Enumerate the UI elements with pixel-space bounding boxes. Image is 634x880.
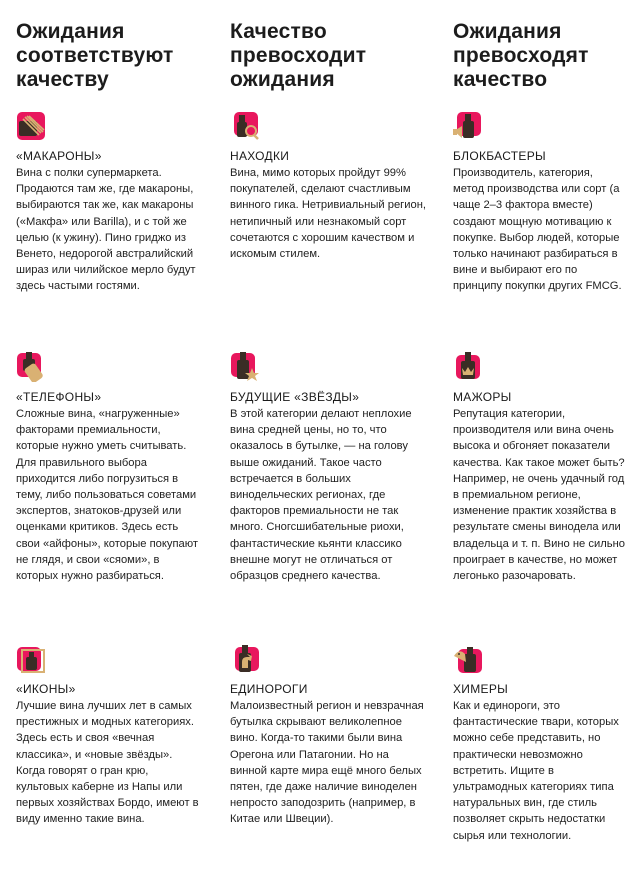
card-text: Как и единороги, это фантастические твари, которых можно себе представить, но практически невозможно встретить. Ищите в ультрамодных категориях типа натуральных вин, где стиль позволяет скрыть недостатки сырья или технологии. xyxy=(453,700,619,842)
column-title-expectations-match: Ожидания соответствуют качеству xyxy=(16,20,174,91)
card-title: БЛОКБАСТЕРЫ xyxy=(453,149,546,163)
card-text: Вина, мимо которых пройдут 99% покупателей, сделают счастливым винного гика. Нетривиальный регион, нетипичный или незнакомый сорт сочетаются с хорошим качеством и искомым стилем. xyxy=(230,167,426,261)
card-text: Репутация категории, производителя или вина очень высока и обгоняет показатели качества. Как такое может быть? Например, не очень удачный год в премиальном регионе, изменение практик хозяйства в результате смены винодела или владельца и т. п. Вино не сильно проиграет в качестве, но может легонько разочаровать. xyxy=(453,408,625,583)
card-pasta xyxy=(16,111,206,295)
card-icons xyxy=(16,644,206,828)
icon-frame-icon xyxy=(16,644,46,674)
card-chimeras xyxy=(453,644,625,844)
card-unicorns xyxy=(230,644,428,828)
megaphone-icon xyxy=(453,111,483,141)
card-future-stars xyxy=(230,352,428,584)
star-bottle-icon xyxy=(230,352,260,382)
card-text: Лучшие вина лучших лет в самых престижных и модных категориях. Здесь есть и своя «вечная классика», и «новые звёзды». Когда говорят о гран крю, культовых каберне из Напы или первых хозяйствах Бордо, имеют в виду именно такие вина. xyxy=(16,700,199,826)
card-title: МАЖОРЫ xyxy=(453,390,512,404)
chimera-icon xyxy=(453,644,483,674)
card-title: ХИМЕРЫ xyxy=(453,682,509,696)
pasta-icon xyxy=(16,111,46,141)
card-title: «ТЕЛЕФОНЫ» xyxy=(16,390,102,404)
crown-bottle-icon xyxy=(453,352,483,382)
column-title-expectations-exceed: Ожидания превосходят качество xyxy=(453,20,589,91)
card-text: Производитель, категория, метод производства или сорт (а чаще 2–3 фактора вместе) создают мощную мотивацию к покупке. Выбор людей, которые только начинают разбираться в вине и выбирают его по принципу покупки других FMCG. xyxy=(453,167,622,293)
card-phones xyxy=(16,352,206,584)
card-title: БУДУЩИЕ «ЗВЁЗДЫ» xyxy=(230,390,360,404)
card-title: «МАКАРОНЫ» xyxy=(16,149,102,163)
search-bottle-icon xyxy=(230,111,260,141)
card-finds xyxy=(230,111,428,262)
card-title: НАХОДКИ xyxy=(230,149,290,163)
unicorn-icon xyxy=(230,644,260,674)
column-title-quality-exceeds: Качество превосходит ожидания xyxy=(230,20,367,91)
card-text: Малоизвестный регион и невзрачная бутылка скрывают великолепное вино. Когда-то такими были вина Орегона или Патагонии. Но на винной карте мира ещё много белых пятен, где даже наличие виноделен непросто заподозрить (например, в Китае или Швеции). xyxy=(230,700,424,826)
card-title: «ИКОНЫ» xyxy=(16,682,76,696)
card-majors xyxy=(453,352,625,584)
card-title: ЕДИНОРОГИ xyxy=(230,682,308,696)
card-text: Вина с полки супермаркета. Продаются там же, где макароны, выбираются так же, как макароны («Макфа» или Barilla), и с той же целью (к ужину). Пино гриджо из Венето, недорогой австралийский шираз или чилийское мерло будут здесь частыми гостями. xyxy=(16,167,196,293)
card-text: Сложные вина, «нагруженные» факторами премиальности, которые нужно уметь считывать. Для правильного выбора приходится либо погрузиться в тему, либо пользоваться советами экспертов, знатоков-друзей или оценками критиков. Здесь есть свои «айфоны», которые покупают не глядя, и свои «сяоми», в которых нужно разбираться. xyxy=(16,408,199,583)
phone-icon xyxy=(16,352,46,382)
card-blockbusters xyxy=(453,111,625,295)
card-text: В этой категории делают неплохие вина средней цены, но то, что оказалось в бутылке, — на голову выше ожиданий. Такое часто встречается в больших винодельческих регионах, где факторов премиальности не так много. Сногсшибательные риохи, фантастические кьянти классико внешне могут не отличаться от образцов среднего качества. xyxy=(230,408,412,583)
